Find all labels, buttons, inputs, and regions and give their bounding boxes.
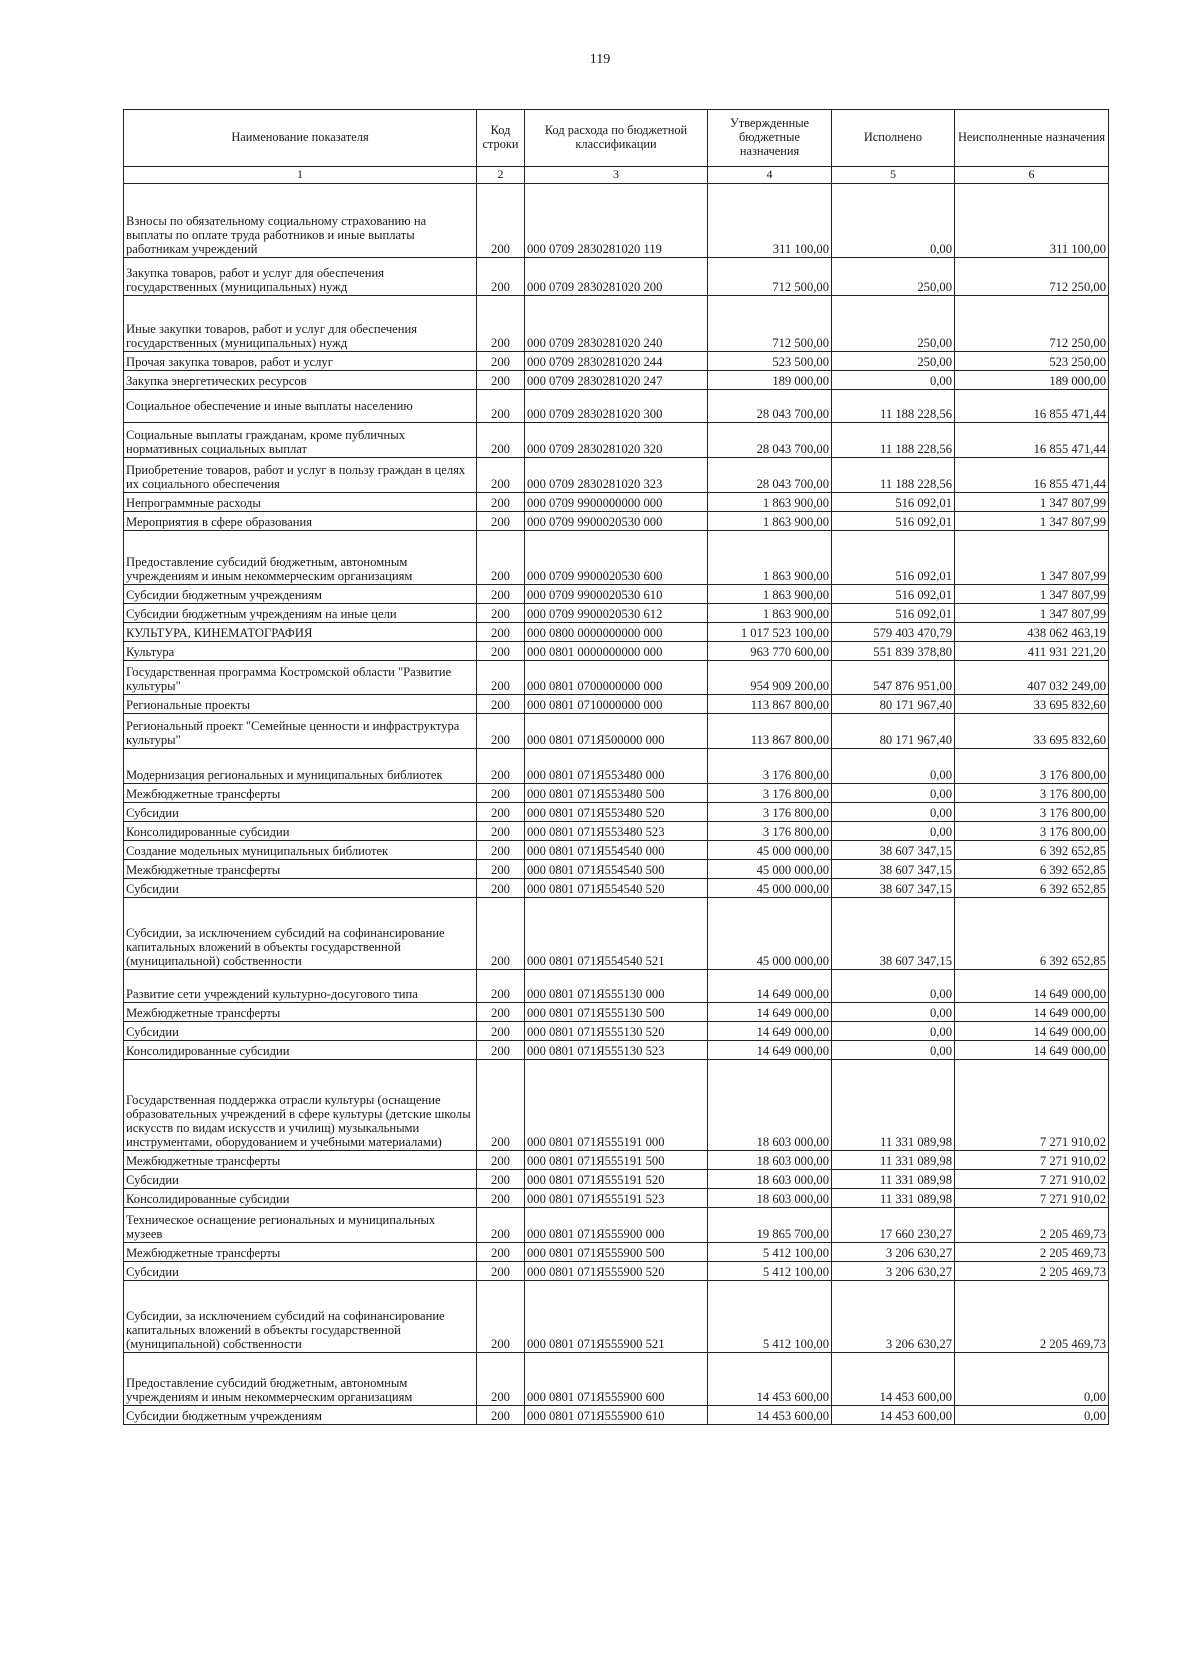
row-code: 200 xyxy=(477,390,525,423)
executed-amount: 38 607 347,15 xyxy=(832,898,955,970)
row-name: Межбюджетные трансферты xyxy=(124,1243,477,1262)
row-code: 200 xyxy=(477,1281,525,1353)
approved-amount: 3 176 800,00 xyxy=(708,803,832,822)
row-code: 200 xyxy=(477,860,525,879)
row-name: Закупка товаров, работ и услуг для обеспечения государственных (муниципальных) нужд xyxy=(124,258,477,296)
executed-amount: 0,00 xyxy=(832,970,955,1003)
executed-amount: 11 188 228,56 xyxy=(832,390,955,423)
unexecuted-amount: 1 347 807,99 xyxy=(955,493,1109,512)
page-number: 119 xyxy=(589,52,611,67)
approved-amount: 311 100,00 xyxy=(708,184,832,258)
table-row xyxy=(124,1022,1109,1041)
table-row xyxy=(124,661,1109,695)
table-row xyxy=(124,531,1109,585)
budget-code: 000 0709 2830281020 247 xyxy=(525,371,708,390)
executed-amount: 0,00 xyxy=(832,184,955,258)
executed-amount: 516 092,01 xyxy=(832,531,955,585)
table-row xyxy=(124,898,1109,970)
approved-amount: 712 500,00 xyxy=(708,258,832,296)
budget-code: 000 0801 071Я555900 610 xyxy=(525,1406,708,1425)
unexecuted-amount: 438 062 463,19 xyxy=(955,623,1109,642)
row-code: 200 xyxy=(477,1353,525,1406)
row-code: 200 xyxy=(477,879,525,898)
budget-code: 000 0801 071Я553480 520 xyxy=(525,803,708,822)
row-code: 200 xyxy=(477,604,525,623)
row-name: Субсидии xyxy=(124,803,477,822)
unexecuted-amount: 407 032 249,00 xyxy=(955,661,1109,695)
budget-code: 000 0801 071Я555900 600 xyxy=(525,1353,708,1406)
executed-amount: 3 206 630,27 xyxy=(832,1243,955,1262)
row-code: 200 xyxy=(477,1170,525,1189)
budget-code: 000 0709 2830281020 300 xyxy=(525,390,708,423)
row-code: 200 xyxy=(477,642,525,661)
table-row xyxy=(124,390,1109,423)
approved-amount: 18 603 000,00 xyxy=(708,1189,832,1208)
row-name: Культура xyxy=(124,642,477,661)
executed-amount: 516 092,01 xyxy=(832,493,955,512)
executed-amount: 0,00 xyxy=(832,1022,955,1041)
table-row xyxy=(124,604,1109,623)
approved-amount: 14 453 600,00 xyxy=(708,1353,832,1406)
unexecuted-amount: 7 271 910,02 xyxy=(955,1170,1109,1189)
table-row xyxy=(124,458,1109,493)
row-name: Субсидии xyxy=(124,879,477,898)
table-row xyxy=(124,1208,1109,1243)
row-name: Государственная программа Костромской области "Развитие культуры" xyxy=(124,661,477,695)
table-body xyxy=(124,184,1109,1425)
table-row xyxy=(124,493,1109,512)
unexecuted-amount: 6 392 652,85 xyxy=(955,860,1109,879)
row-code: 200 xyxy=(477,258,525,296)
table-row xyxy=(124,784,1109,803)
approved-amount: 1 863 900,00 xyxy=(708,531,832,585)
row-code: 200 xyxy=(477,714,525,749)
row-code: 200 xyxy=(477,531,525,585)
row-name: Закупка энергетических ресурсов xyxy=(124,371,477,390)
unexecuted-amount: 2 205 469,73 xyxy=(955,1208,1109,1243)
row-code: 200 xyxy=(477,585,525,604)
row-code: 200 xyxy=(477,1041,525,1060)
row-name: Предоставление субсидий бюджетным, автономным учреждениям и иным некоммерческим организациям xyxy=(124,1353,477,1406)
row-code: 200 xyxy=(477,352,525,371)
row-name: Субсидии, за исключением субсидий на софинансирование капитальных вложений в объекты государственной (муниципальной) собственности xyxy=(124,1281,477,1353)
executed-amount: 547 876 951,00 xyxy=(832,661,955,695)
row-name: Субсидии бюджетным учреждениям xyxy=(124,1406,477,1425)
executed-amount: 516 092,01 xyxy=(832,585,955,604)
budget-code: 000 0801 071Я555900 000 xyxy=(525,1208,708,1243)
row-name: КУЛЬТУРА, КИНЕМАТОГРАФИЯ xyxy=(124,623,477,642)
table-row xyxy=(124,352,1109,371)
table-row xyxy=(124,423,1109,458)
row-code: 200 xyxy=(477,1151,525,1170)
row-name: Предоставление субсидий бюджетным, автономным учреждениям и иным некоммерческим организациям xyxy=(124,531,477,585)
row-name: Социальные выплаты гражданам, кроме публичных нормативных социальных выплат xyxy=(124,423,477,458)
unexecuted-amount: 14 649 000,00 xyxy=(955,970,1109,1003)
unexecuted-amount: 33 695 832,60 xyxy=(955,695,1109,714)
approved-amount: 18 603 000,00 xyxy=(708,1060,832,1151)
table-row xyxy=(124,1041,1109,1060)
executed-amount: 0,00 xyxy=(832,803,955,822)
executed-amount: 11 331 089,98 xyxy=(832,1151,955,1170)
executed-amount: 11 188 228,56 xyxy=(832,458,955,493)
table-row xyxy=(124,258,1109,296)
approved-amount: 45 000 000,00 xyxy=(708,841,832,860)
budget-code: 000 0801 071Я555130 500 xyxy=(525,1003,708,1022)
table-row xyxy=(124,1060,1109,1151)
row-name: Субсидии xyxy=(124,1022,477,1041)
executed-amount: 0,00 xyxy=(832,749,955,784)
table-row xyxy=(124,1353,1109,1406)
unexecuted-amount: 14 649 000,00 xyxy=(955,1022,1109,1041)
budget-code: 000 0709 9900000000 000 xyxy=(525,493,708,512)
executed-amount: 0,00 xyxy=(832,1041,955,1060)
col-number: 3 xyxy=(525,167,708,184)
row-code: 200 xyxy=(477,423,525,458)
row-code: 200 xyxy=(477,784,525,803)
executed-amount: 11 331 089,98 xyxy=(832,1189,955,1208)
row-code: 200 xyxy=(477,184,525,258)
row-name: Субсидии xyxy=(124,1170,477,1189)
approved-amount: 1 863 900,00 xyxy=(708,604,832,623)
executed-amount: 38 607 347,15 xyxy=(832,841,955,860)
approved-amount: 5 412 100,00 xyxy=(708,1262,832,1281)
row-code: 200 xyxy=(477,841,525,860)
row-name: Непрограммные расходы xyxy=(124,493,477,512)
executed-amount: 0,00 xyxy=(832,1003,955,1022)
approved-amount: 14 649 000,00 xyxy=(708,1041,832,1060)
row-name: Государственная поддержка отрасли культуры (оснащение образовательных учреждений в сфере культуры (детские школы искусств по видам искусств и училищ) музыкальными инструментами, оборудованием и учебными материалами) xyxy=(124,1060,477,1151)
table-row xyxy=(124,841,1109,860)
executed-amount: 80 171 967,40 xyxy=(832,695,955,714)
approved-amount: 963 770 600,00 xyxy=(708,642,832,661)
row-code: 200 xyxy=(477,1189,525,1208)
executed-amount: 14 453 600,00 xyxy=(832,1353,955,1406)
row-name: Региональные проекты xyxy=(124,695,477,714)
budget-code: 000 0801 071Я553480 000 xyxy=(525,749,708,784)
budget-code: 000 0801 071Я555191 520 xyxy=(525,1170,708,1189)
budget-code: 000 0801 071Я555900 500 xyxy=(525,1243,708,1262)
executed-amount: 250,00 xyxy=(832,258,955,296)
row-name: Субсидии, за исключением субсидий на софинансирование капитальных вложений в объекты государственной (муниципальной) собственности xyxy=(124,898,477,970)
approved-amount: 954 909 200,00 xyxy=(708,661,832,695)
row-code: 200 xyxy=(477,512,525,531)
unexecuted-amount: 3 176 800,00 xyxy=(955,784,1109,803)
approved-amount: 28 043 700,00 xyxy=(708,423,832,458)
header-row xyxy=(124,110,1109,167)
unexecuted-amount: 411 931 221,20 xyxy=(955,642,1109,661)
executed-amount: 516 092,01 xyxy=(832,512,955,531)
budget-code: 000 0801 071Я555191 523 xyxy=(525,1189,708,1208)
row-name: Социальное обеспечение и иные выплаты населению xyxy=(124,390,477,423)
row-code: 200 xyxy=(477,1406,525,1425)
row-name: Иные закупки товаров, работ и услуг для обеспечения государственных (муниципальных) нужд xyxy=(124,296,477,352)
row-code: 200 xyxy=(477,1243,525,1262)
approved-amount: 1 863 900,00 xyxy=(708,512,832,531)
approved-amount: 3 176 800,00 xyxy=(708,822,832,841)
table-row xyxy=(124,184,1109,258)
row-code: 200 xyxy=(477,1022,525,1041)
unexecuted-amount: 3 176 800,00 xyxy=(955,803,1109,822)
unexecuted-amount: 2 205 469,73 xyxy=(955,1281,1109,1353)
unexecuted-amount: 189 000,00 xyxy=(955,371,1109,390)
unexecuted-amount: 0,00 xyxy=(955,1406,1109,1425)
budget-code: 000 0801 071Я554540 000 xyxy=(525,841,708,860)
table-row xyxy=(124,585,1109,604)
unexecuted-amount: 712 250,00 xyxy=(955,258,1109,296)
unexecuted-amount: 1 347 807,99 xyxy=(955,585,1109,604)
column-number-row xyxy=(124,167,1109,184)
approved-amount: 14 649 000,00 xyxy=(708,1003,832,1022)
executed-amount: 250,00 xyxy=(832,352,955,371)
executed-amount: 38 607 347,15 xyxy=(832,879,955,898)
executed-amount: 0,00 xyxy=(832,822,955,841)
approved-amount: 189 000,00 xyxy=(708,371,832,390)
budget-code: 000 0709 9900020530 612 xyxy=(525,604,708,623)
unexecuted-amount: 14 649 000,00 xyxy=(955,1041,1109,1060)
budget-code: 000 0801 071Я554540 500 xyxy=(525,860,708,879)
executed-amount: 11 331 089,98 xyxy=(832,1170,955,1189)
row-name: Техническое оснащение региональных и муниципальных музеев xyxy=(124,1208,477,1243)
budget-code: 000 0801 071Я500000 000 xyxy=(525,714,708,749)
unexecuted-amount: 16 855 471,44 xyxy=(955,390,1109,423)
row-code: 200 xyxy=(477,898,525,970)
row-code: 200 xyxy=(477,458,525,493)
executed-amount: 80 171 967,40 xyxy=(832,714,955,749)
table-row xyxy=(124,970,1109,1003)
row-code: 200 xyxy=(477,970,525,1003)
row-code: 200 xyxy=(477,695,525,714)
unexecuted-amount: 6 392 652,85 xyxy=(955,879,1109,898)
budget-code: 000 0801 071Я555130 000 xyxy=(525,970,708,1003)
approved-amount: 19 865 700,00 xyxy=(708,1208,832,1243)
budget-code: 000 0801 071Я555900 520 xyxy=(525,1262,708,1281)
approved-amount: 45 000 000,00 xyxy=(708,860,832,879)
budget-code: 000 0801 071Я554540 521 xyxy=(525,898,708,970)
approved-amount: 113 867 800,00 xyxy=(708,695,832,714)
table-row xyxy=(124,642,1109,661)
unexecuted-amount: 33 695 832,60 xyxy=(955,714,1109,749)
table-row xyxy=(124,371,1109,390)
row-name: Субсидии бюджетным учреждениям на иные цели xyxy=(124,604,477,623)
unexecuted-amount: 1 347 807,99 xyxy=(955,604,1109,623)
col-header-budget-code: Код расхода по бюджетной классификации xyxy=(525,110,708,167)
row-code: 200 xyxy=(477,822,525,841)
approved-amount: 113 867 800,00 xyxy=(708,714,832,749)
table-row xyxy=(124,1243,1109,1262)
approved-amount: 45 000 000,00 xyxy=(708,879,832,898)
executed-amount: 0,00 xyxy=(832,371,955,390)
unexecuted-amount: 16 855 471,44 xyxy=(955,458,1109,493)
row-name: Межбюджетные трансферты xyxy=(124,1003,477,1022)
table-row xyxy=(124,822,1109,841)
col-number: 2 xyxy=(477,167,525,184)
table-header xyxy=(124,110,1109,184)
table-row xyxy=(124,296,1109,352)
row-name: Приобретение товаров, работ и услуг в пользу граждан в целях их социального обеспечения xyxy=(124,458,477,493)
budget-code: 000 0800 0000000000 000 xyxy=(525,623,708,642)
budget-code: 000 0801 0000000000 000 xyxy=(525,642,708,661)
executed-amount: 3 206 630,27 xyxy=(832,1262,955,1281)
budget-code: 000 0801 071Я553480 523 xyxy=(525,822,708,841)
budget-code: 000 0801 071Я555130 523 xyxy=(525,1041,708,1060)
row-name: Консолидированные субсидии xyxy=(124,822,477,841)
budget-code: 000 0801 071Я555900 521 xyxy=(525,1281,708,1353)
table-row xyxy=(124,695,1109,714)
approved-amount: 28 043 700,00 xyxy=(708,458,832,493)
unexecuted-amount: 2 205 469,73 xyxy=(955,1262,1109,1281)
approved-amount: 5 412 100,00 xyxy=(708,1281,832,1353)
budget-code: 000 0709 2830281020 323 xyxy=(525,458,708,493)
col-header-row-code: Код строки xyxy=(477,110,525,167)
row-name: Создание модельных муниципальных библиотек xyxy=(124,841,477,860)
col-number: 1 xyxy=(124,167,477,184)
unexecuted-amount: 712 250,00 xyxy=(955,296,1109,352)
budget-code: 000 0709 9900020530 600 xyxy=(525,531,708,585)
executed-amount: 38 607 347,15 xyxy=(832,860,955,879)
budget-code: 000 0801 071Я553480 500 xyxy=(525,784,708,803)
unexecuted-amount: 7 271 910,02 xyxy=(955,1151,1109,1170)
approved-amount: 3 176 800,00 xyxy=(708,749,832,784)
unexecuted-amount: 1 347 807,99 xyxy=(955,512,1109,531)
col-header-executed: Исполнено xyxy=(832,110,955,167)
row-code: 200 xyxy=(477,1003,525,1022)
budget-code: 000 0801 071Я555130 520 xyxy=(525,1022,708,1041)
approved-amount: 14 649 000,00 xyxy=(708,970,832,1003)
budget-code: 000 0709 9900020530 000 xyxy=(525,512,708,531)
budget-code: 000 0709 2830281020 119 xyxy=(525,184,708,258)
approved-amount: 5 412 100,00 xyxy=(708,1243,832,1262)
budget-code: 000 0801 071Я555191 500 xyxy=(525,1151,708,1170)
col-number: 5 xyxy=(832,167,955,184)
approved-amount: 14 649 000,00 xyxy=(708,1022,832,1041)
budget-code: 000 0709 2830281020 200 xyxy=(525,258,708,296)
executed-amount: 516 092,01 xyxy=(832,604,955,623)
executed-amount: 11 188 228,56 xyxy=(832,423,955,458)
col-header-unexecuted: Неисполненные назначения xyxy=(955,110,1109,167)
row-name: Прочая закупка товаров, работ и услуг xyxy=(124,352,477,371)
unexecuted-amount: 14 649 000,00 xyxy=(955,1003,1109,1022)
row-name: Региональный проект "Семейные ценности и инфраструктура культуры" xyxy=(124,714,477,749)
budget-execution-table xyxy=(123,109,1109,1425)
row-code: 200 xyxy=(477,1262,525,1281)
executed-amount: 551 839 378,80 xyxy=(832,642,955,661)
table-row xyxy=(124,803,1109,822)
executed-amount: 11 331 089,98 xyxy=(832,1060,955,1151)
unexecuted-amount: 0,00 xyxy=(955,1353,1109,1406)
executed-amount: 0,00 xyxy=(832,784,955,803)
approved-amount: 18 603 000,00 xyxy=(708,1170,832,1189)
executed-amount: 250,00 xyxy=(832,296,955,352)
col-number: 6 xyxy=(955,167,1109,184)
unexecuted-amount: 6 392 652,85 xyxy=(955,898,1109,970)
unexecuted-amount: 6 392 652,85 xyxy=(955,841,1109,860)
row-code: 200 xyxy=(477,493,525,512)
approved-amount: 3 176 800,00 xyxy=(708,784,832,803)
unexecuted-amount: 523 250,00 xyxy=(955,352,1109,371)
unexecuted-amount: 16 855 471,44 xyxy=(955,423,1109,458)
row-name: Мероприятия в сфере образования xyxy=(124,512,477,531)
unexecuted-amount: 7 271 910,02 xyxy=(955,1060,1109,1151)
table-row xyxy=(124,1262,1109,1281)
row-code: 200 xyxy=(477,749,525,784)
executed-amount: 17 660 230,27 xyxy=(832,1208,955,1243)
approved-amount: 1 863 900,00 xyxy=(708,493,832,512)
unexecuted-amount: 7 271 910,02 xyxy=(955,1189,1109,1208)
approved-amount: 28 043 700,00 xyxy=(708,390,832,423)
approved-amount: 45 000 000,00 xyxy=(708,898,832,970)
row-name: Межбюджетные трансферты xyxy=(124,860,477,879)
row-name: Субсидии xyxy=(124,1262,477,1281)
table-row xyxy=(124,623,1109,642)
unexecuted-amount: 311 100,00 xyxy=(955,184,1109,258)
table-row xyxy=(124,1281,1109,1353)
executed-amount: 14 453 600,00 xyxy=(832,1406,955,1425)
table-row xyxy=(124,749,1109,784)
row-code: 200 xyxy=(477,803,525,822)
budget-code: 000 0709 9900020530 610 xyxy=(525,585,708,604)
row-code: 200 xyxy=(477,623,525,642)
approved-amount: 1 863 900,00 xyxy=(708,585,832,604)
row-name: Консолидированные субсидии xyxy=(124,1189,477,1208)
budget-code: 000 0801 071Я555191 000 xyxy=(525,1060,708,1151)
table-row xyxy=(124,1170,1109,1189)
row-name: Субсидии бюджетным учреждениям xyxy=(124,585,477,604)
table-row xyxy=(124,860,1109,879)
table-row xyxy=(124,714,1109,749)
unexecuted-amount: 1 347 807,99 xyxy=(955,531,1109,585)
col-header-name: Наименование показателя xyxy=(124,110,477,167)
table-row xyxy=(124,512,1109,531)
executed-amount: 579 403 470,79 xyxy=(832,623,955,642)
table-row xyxy=(124,1003,1109,1022)
row-name: Взносы по обязательному социальному страхованию на выплаты по оплате труда работников и иные выплаты работникам учреждений xyxy=(124,184,477,258)
budget-code: 000 0801 0700000000 000 xyxy=(525,661,708,695)
col-header-approved: Утвержденные бюджетные назначения xyxy=(708,110,832,167)
table-row xyxy=(124,1151,1109,1170)
unexecuted-amount: 3 176 800,00 xyxy=(955,749,1109,784)
row-name: Развитие сети учреждений культурно-досугового типа xyxy=(124,970,477,1003)
budget-code: 000 0801 071Я554540 520 xyxy=(525,879,708,898)
row-name: Межбюджетные трансферты xyxy=(124,1151,477,1170)
budget-code: 000 0709 2830281020 320 xyxy=(525,423,708,458)
unexecuted-amount: 3 176 800,00 xyxy=(955,822,1109,841)
row-code: 200 xyxy=(477,371,525,390)
row-code: 200 xyxy=(477,661,525,695)
budget-code: 000 0709 2830281020 240 xyxy=(525,296,708,352)
table-row xyxy=(124,1406,1109,1425)
budget-code: 000 0801 0710000000 000 xyxy=(525,695,708,714)
approved-amount: 18 603 000,00 xyxy=(708,1151,832,1170)
approved-amount: 712 500,00 xyxy=(708,296,832,352)
row-name: Межбюджетные трансферты xyxy=(124,784,477,803)
row-code: 200 xyxy=(477,296,525,352)
row-code: 200 xyxy=(477,1208,525,1243)
approved-amount: 523 500,00 xyxy=(708,352,832,371)
row-name: Консолидированные субсидии xyxy=(124,1041,477,1060)
executed-amount: 3 206 630,27 xyxy=(832,1281,955,1353)
row-code: 200 xyxy=(477,1060,525,1151)
table-row xyxy=(124,879,1109,898)
table-row xyxy=(124,1189,1109,1208)
approved-amount: 1 017 523 100,00 xyxy=(708,623,832,642)
unexecuted-amount: 2 205 469,73 xyxy=(955,1243,1109,1262)
budget-code: 000 0709 2830281020 244 xyxy=(525,352,708,371)
col-number: 4 xyxy=(708,167,832,184)
row-name: Модернизация региональных и муниципальных библиотек xyxy=(124,749,477,784)
approved-amount: 14 453 600,00 xyxy=(708,1406,832,1425)
